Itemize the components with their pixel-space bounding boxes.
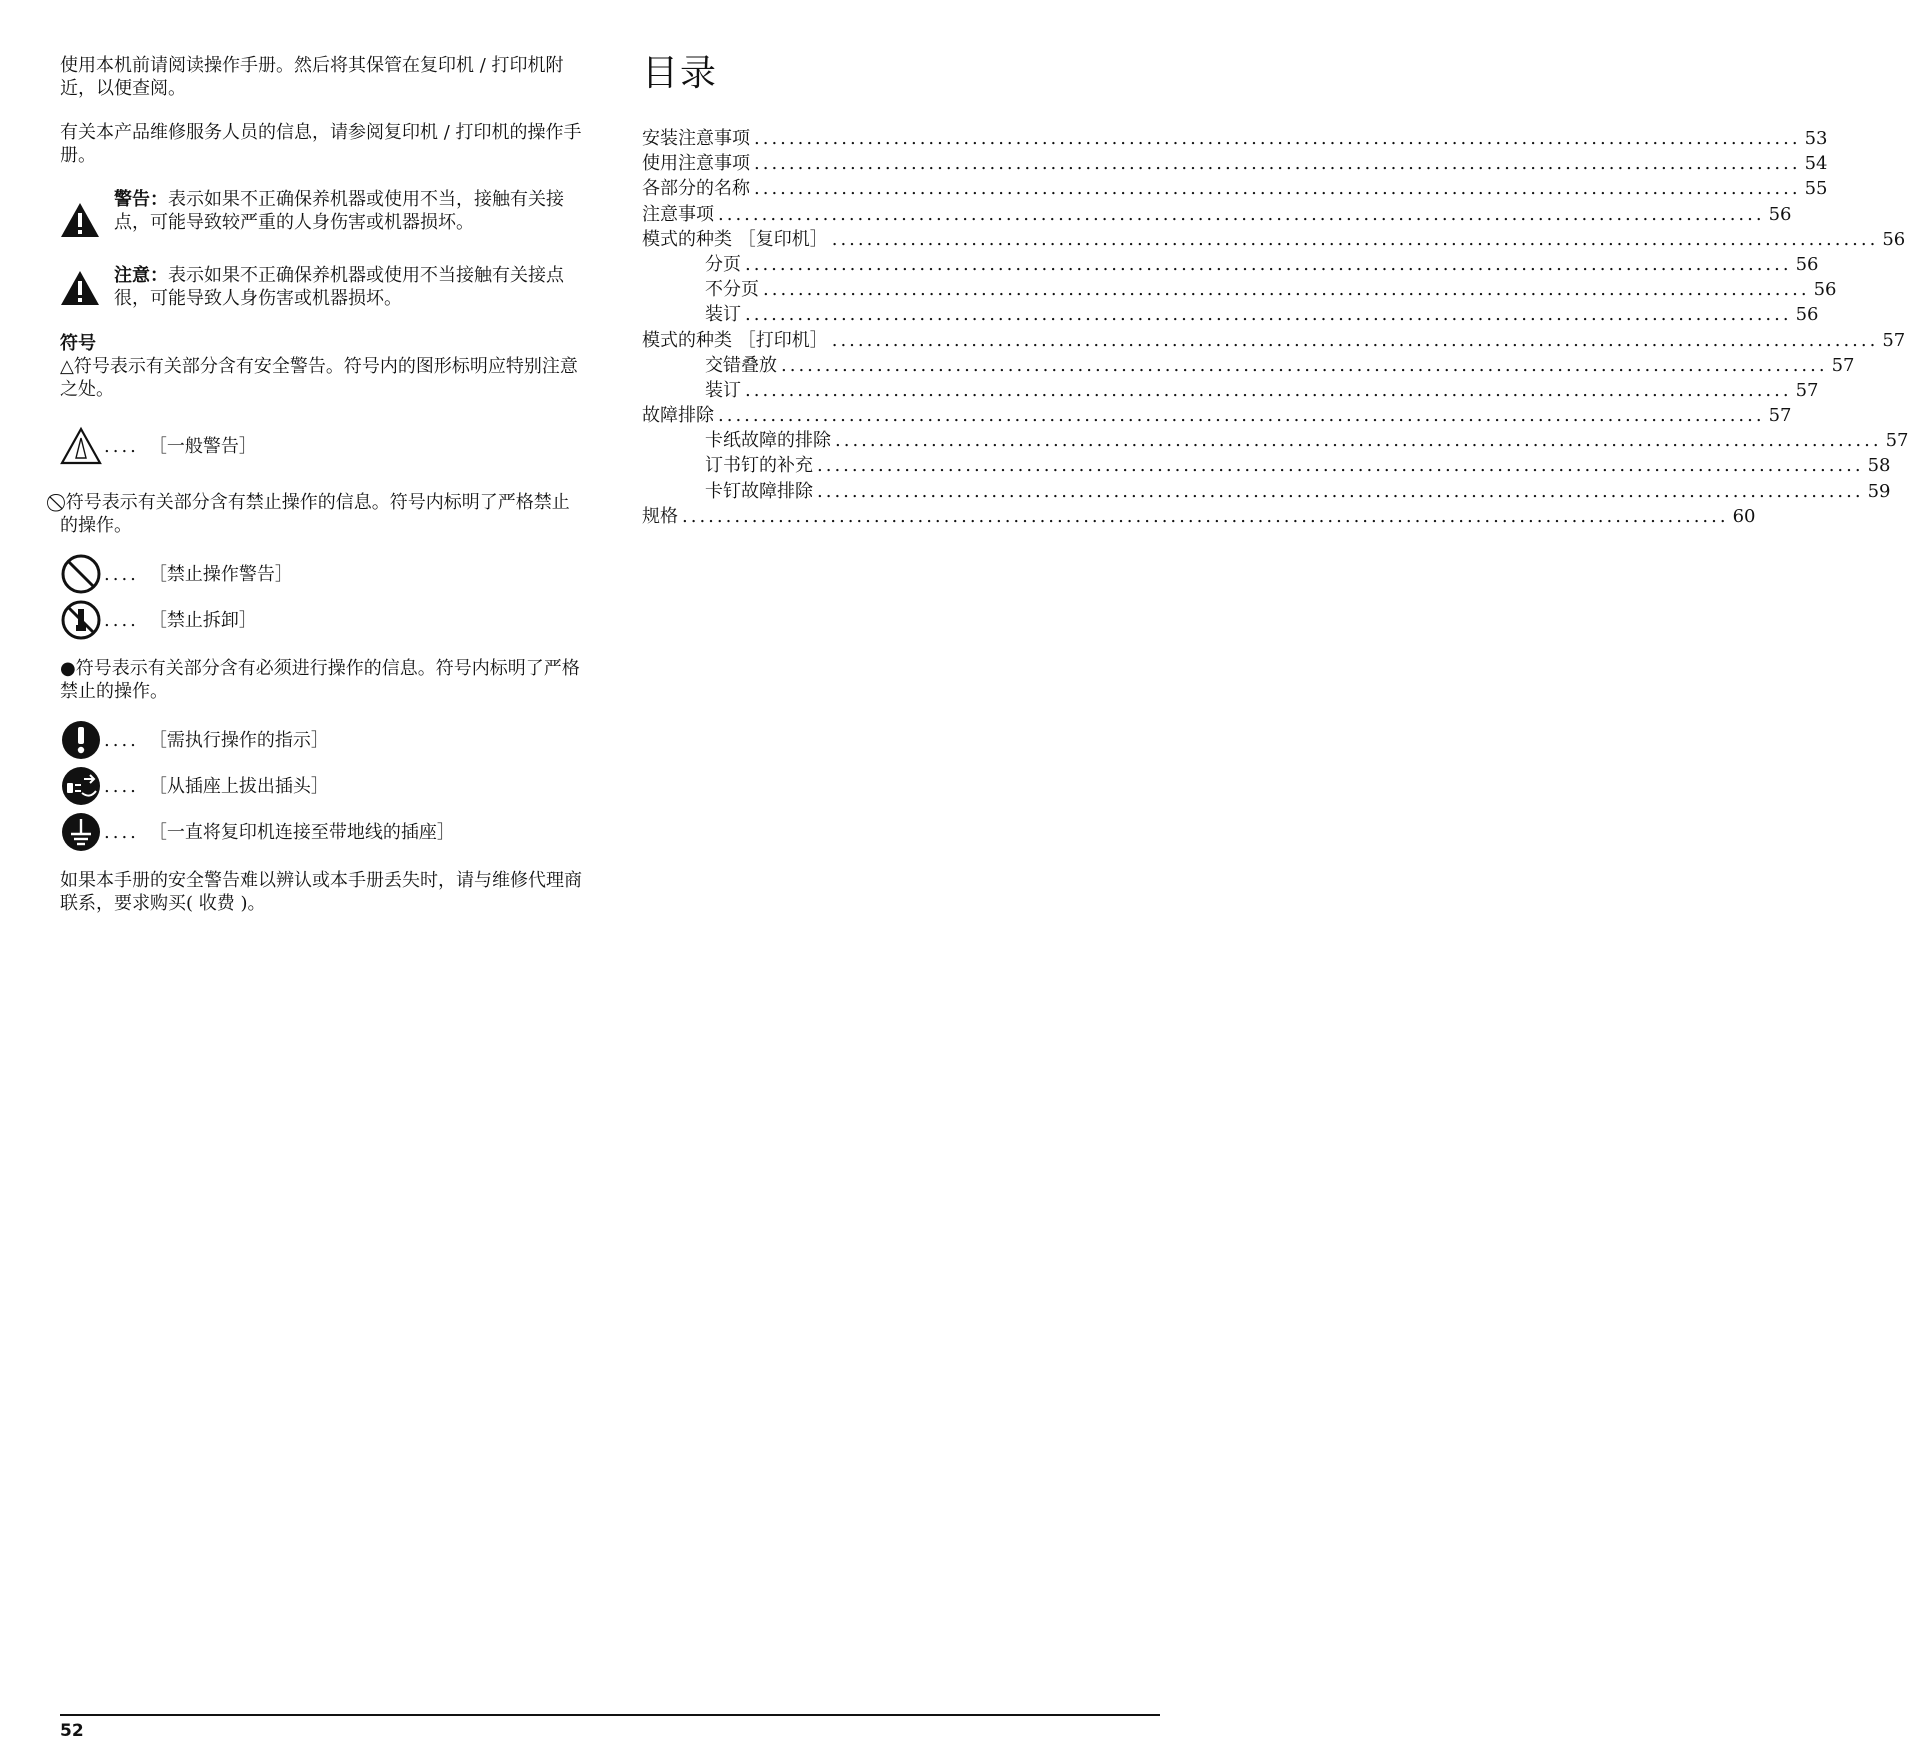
intro-paragraph-2: 有关本产品维修服务人员的信息，请参阅复印机 / 打印机的操作手册。 bbox=[60, 122, 582, 166]
toc-leader-dots: ........................................................................................................................ bbox=[745, 304, 1792, 326]
general-warning-row bbox=[60, 423, 585, 469]
toc-entry-title: 各部分的名称 bbox=[642, 178, 750, 200]
toc-entry[interactable] bbox=[642, 174, 1828, 200]
table-of-contents bbox=[642, 52, 1909, 527]
toc-entry-title: 安装注意事项 bbox=[642, 128, 750, 149]
caution-callout bbox=[60, 264, 585, 312]
prohibit-operation-row bbox=[60, 551, 585, 597]
toc-entry-page: 55 bbox=[1804, 178, 1828, 200]
toc-leader-dots: ........................................................................................................................ bbox=[835, 430, 1882, 452]
toc-entry-page: 54 bbox=[1804, 153, 1828, 175]
toc-entry[interactable] bbox=[642, 401, 1792, 427]
warning-callout bbox=[60, 188, 585, 244]
toc-entry-page: 56 bbox=[1813, 279, 1837, 301]
ground-label: ［一直将复印机连接至带地线的插座］ bbox=[148, 821, 455, 843]
toc-entry[interactable] bbox=[642, 300, 1819, 326]
toc-entry[interactable] bbox=[642, 225, 1906, 250]
toc-entry-page: 57 bbox=[1795, 379, 1819, 401]
toc-entry-page: 60 bbox=[1732, 505, 1756, 527]
toc-entry-page: 57 bbox=[1885, 430, 1909, 452]
toc-entry-title: 模式的种类 ［复印机］ bbox=[642, 228, 828, 250]
page-number: 52 bbox=[60, 1721, 84, 1741]
leader-dots: .... bbox=[104, 563, 139, 585]
toc-entry-title: 装订 bbox=[705, 304, 741, 326]
toc-entry-title: 交错叠放 bbox=[705, 354, 777, 376]
mandatory-description: ●符号表示有关部分含有必须进行操作的信息。符号内标明了严格禁止的操作。 bbox=[60, 658, 580, 702]
caution-triangle-icon bbox=[60, 264, 102, 312]
toc-entry[interactable] bbox=[642, 149, 1828, 175]
prohibit-operation-label: ［禁止操作警告］ bbox=[148, 563, 293, 585]
toc-leader-dots: ........................................................................................................................ bbox=[754, 178, 1801, 200]
left-column bbox=[60, 54, 585, 915]
toc-entry-page: 56 bbox=[1795, 304, 1819, 326]
toc-entry-page: 57 bbox=[1768, 405, 1792, 427]
toc-leader-dots: ........................................................................................................................ bbox=[763, 279, 1810, 301]
toc-leader-dots: ........................................................................................................................ bbox=[831, 329, 1879, 351]
toc-leader-dots: ........................................................................................................................ bbox=[745, 379, 1792, 401]
leader-dots: .... bbox=[104, 729, 139, 751]
toc-list bbox=[642, 124, 1909, 527]
no-disassembly-row bbox=[60, 597, 585, 643]
toc-leader-dots: ........................................................................................................................ bbox=[831, 228, 1879, 250]
no-disassembly-icon bbox=[60, 599, 102, 641]
toc-entry[interactable] bbox=[642, 250, 1819, 275]
toc-entry-title: 装订 bbox=[705, 379, 741, 401]
toc-entry-title: 规格 bbox=[642, 505, 678, 527]
toc-leader-dots: ........................................................................................................................ bbox=[754, 153, 1801, 175]
closing-paragraph: 如果本手册的安全警告难以辨认或本手册丢失时，请与维修代理商联系，要求购买( 收费 )。 bbox=[60, 870, 582, 914]
general-warning-icon bbox=[60, 426, 102, 466]
caution-label: 注意： bbox=[114, 265, 168, 286]
no-disassembly-label: ［禁止拆卸］ bbox=[148, 609, 257, 631]
toc-entry[interactable] bbox=[642, 275, 1837, 301]
warning-triangle-icon bbox=[60, 188, 102, 244]
toc-entry-title: 使用注意事项 bbox=[642, 153, 750, 175]
prohibition-description: ⃠ 符号表示有关部分含有禁止操作的信息。符号内标明了严格禁止的操作。 bbox=[60, 492, 570, 536]
toc-entry[interactable] bbox=[642, 124, 1828, 149]
toc-entry-page: 57 bbox=[1831, 354, 1855, 376]
footer-divider bbox=[60, 1714, 1160, 1716]
toc-entry-page: 56 bbox=[1882, 228, 1906, 250]
toc-entry-page: 59 bbox=[1867, 480, 1891, 502]
toc-entry-page: 56 bbox=[1768, 203, 1792, 225]
unplug-row bbox=[60, 763, 585, 809]
toc-leader-dots: ........................................................................................................................ bbox=[718, 203, 1765, 225]
toc-entry-title: 卡钉故障排除 bbox=[705, 480, 813, 502]
toc-leader-dots: ........................................................................................................................ bbox=[817, 480, 1864, 502]
toc-entry[interactable] bbox=[642, 426, 1909, 452]
general-warning-label: ［一般警告］ bbox=[148, 435, 257, 457]
toc-entry-title: 故障排除 bbox=[642, 405, 714, 427]
mandatory-action-label: ［需执行操作的指示］ bbox=[148, 729, 329, 751]
toc-entry[interactable] bbox=[642, 477, 1891, 502]
toc-entry-title: 分页 bbox=[705, 253, 741, 275]
toc-entry-title: 注意事项 bbox=[642, 203, 714, 225]
ground-row bbox=[60, 809, 585, 855]
leader-dots: .... bbox=[104, 775, 139, 797]
leader-dots: .... bbox=[104, 609, 139, 631]
toc-entry-title: 模式的种类 ［打印机］ bbox=[642, 329, 828, 351]
warning-label: 警告： bbox=[114, 189, 168, 210]
toc-entry-title: 不分页 bbox=[705, 279, 759, 301]
intro-paragraph-1: 使用本机前请阅读操作手册。然后将其保管在复印机 / 打印机附近，以便查阅。 bbox=[60, 55, 564, 99]
toc-entry[interactable] bbox=[642, 502, 1756, 527]
toc-leader-dots: ........................................................................................................................ bbox=[781, 354, 1828, 376]
toc-entry[interactable] bbox=[642, 351, 1855, 376]
toc-entry-page: 57 bbox=[1882, 329, 1906, 351]
mandatory-action-row bbox=[60, 717, 585, 763]
prohibition-icon bbox=[60, 553, 102, 595]
ground-icon bbox=[60, 811, 102, 853]
toc-entry-title: 订书钉的补充 bbox=[705, 455, 813, 477]
toc-entry-page: 56 bbox=[1795, 253, 1819, 275]
toc-entry-page: 58 bbox=[1867, 455, 1891, 477]
warning-text: 表示如果不正确保养机器或使用不当，接触有关接点，可能导致较严重的人身伤害或机器损坏。 bbox=[114, 189, 564, 233]
toc-leader-dots: ........................................................................................................................ bbox=[754, 128, 1801, 149]
toc-leader-dots: ........................................................................................................................ bbox=[745, 253, 1792, 275]
leader-dots: .... bbox=[104, 821, 139, 843]
toc-entry[interactable] bbox=[642, 200, 1792, 225]
toc-entry[interactable] bbox=[642, 451, 1891, 477]
triangle-description: △符号表示有关部分含有安全警告。符号内的图形标明应特别注意之处。 bbox=[60, 356, 578, 400]
toc-leader-dots: ........................................................................................................................ bbox=[817, 455, 1864, 477]
toc-entry-page: 53 bbox=[1804, 128, 1828, 149]
toc-title: 目录 bbox=[642, 53, 719, 94]
exclamation-circle-icon bbox=[60, 719, 102, 761]
unplug-icon bbox=[60, 765, 102, 807]
toc-entry-title: 卡纸故障的排除 bbox=[705, 430, 831, 452]
toc-entry[interactable] bbox=[642, 326, 1906, 351]
caution-text: 表示如果不正确保养机器或使用不当接触有关接点很，可能导致人身伤害或机器损坏。 bbox=[114, 265, 564, 309]
toc-leader-dots: ........................................................................................................................ bbox=[682, 505, 1729, 527]
leader-dots: .... bbox=[104, 435, 139, 457]
symbols-heading: 符号 bbox=[60, 333, 96, 354]
unplug-label: ［从插座上拔出插头］ bbox=[148, 775, 329, 797]
toc-entry[interactable] bbox=[642, 376, 1819, 401]
toc-leader-dots: ........................................................................................................................ bbox=[718, 405, 1765, 427]
